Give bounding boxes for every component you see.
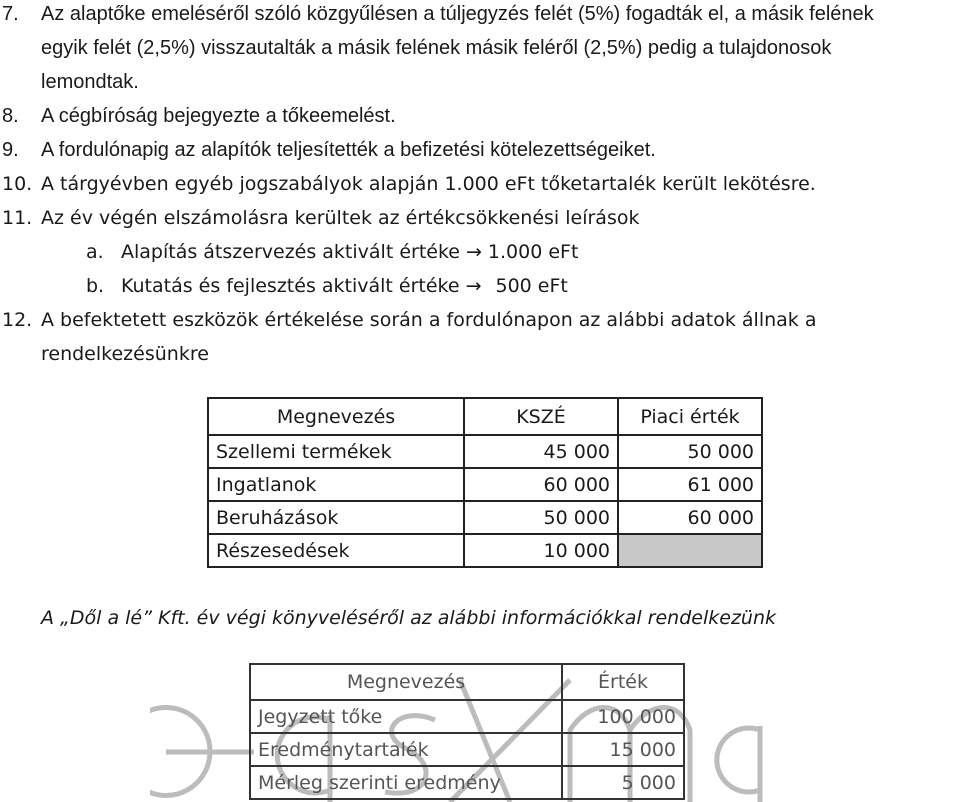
cell-name: Ingatlanok bbox=[208, 468, 464, 501]
arrow-right-icon: → bbox=[465, 275, 482, 297]
item-8-text: A cégbíróság bejegyezte a tőkeemelést. bbox=[41, 105, 396, 127]
cell-market: 50 000 bbox=[618, 435, 762, 468]
cell-market-empty bbox=[618, 534, 762, 567]
table-header-row bbox=[208, 398, 762, 435]
cell-kszé: 10 000 bbox=[464, 534, 618, 567]
item-number-7: 7. bbox=[2, 3, 19, 25]
cell-name: Jegyzett tőke bbox=[250, 700, 562, 733]
item-10-text: A tárgyévben egyéb jogszabályok alapján 1.000 eFt tőketartalék került lekötésre. bbox=[41, 173, 816, 195]
table-header-row bbox=[250, 664, 684, 700]
item-7-line-2: egyik felét (2,5%) visszautalták a másik felének másik feléről (2,5%) pedig a tulajdonosok bbox=[41, 37, 832, 59]
subitem-a-value: 1.000 eFt bbox=[487, 241, 579, 263]
item-number-11: 11. bbox=[2, 207, 33, 229]
cell-market: 61 000 bbox=[618, 468, 762, 501]
subitem-b-text: Kutatás és fejlesztés aktivált értéke bbox=[121, 275, 460, 297]
header-value: Érték bbox=[562, 664, 684, 700]
table-row bbox=[250, 733, 684, 766]
cell-name: Mérleg szerinti eredmény bbox=[250, 766, 562, 799]
table-row bbox=[250, 700, 684, 733]
table-row bbox=[250, 766, 684, 799]
item-7-line-3: lemondtak. bbox=[41, 71, 139, 93]
table-row bbox=[208, 534, 762, 567]
subitem-a-letter: a. bbox=[86, 241, 104, 263]
header-name: Megnevezés bbox=[250, 664, 562, 700]
table-row bbox=[208, 468, 762, 501]
item-number-8: 8. bbox=[2, 105, 19, 127]
arrow-right-icon: → bbox=[465, 241, 482, 263]
cell-kszé: 45 000 bbox=[464, 435, 618, 468]
cell-value: 15 000 bbox=[562, 733, 684, 766]
cell-value: 5 000 bbox=[562, 766, 684, 799]
asset-valuation-table bbox=[207, 397, 763, 568]
table-row bbox=[208, 501, 762, 534]
header-name: Megnevezés bbox=[208, 398, 464, 435]
subitem-a-text: Alapítás átszervezés aktivált értéke bbox=[121, 241, 460, 263]
subitem-b bbox=[121, 274, 568, 298]
cell-kszé: 50 000 bbox=[464, 501, 618, 534]
cell-name: Szellemi termékek bbox=[208, 435, 464, 468]
item-12-line-2: rendelkezésünkre bbox=[41, 343, 209, 365]
item-number-10: 10. bbox=[2, 173, 33, 195]
header-kszé: KSZÉ bbox=[464, 398, 618, 435]
subitem-b-letter: b. bbox=[86, 275, 105, 297]
item-11-text: Az év végén elszámolásra kerültek az értékcsökkenési leírások bbox=[41, 207, 640, 229]
cell-name: Részesedések bbox=[208, 534, 464, 567]
table-row bbox=[208, 435, 762, 468]
cell-name: Eredménytartalék bbox=[250, 733, 562, 766]
item-12-line-1: A befektetett eszközök értékelése során a fordulónapon az alábbi adatok állnak a bbox=[41, 309, 817, 331]
item-number-12: 12. bbox=[2, 309, 33, 331]
subitem-a bbox=[121, 240, 578, 264]
item-number-9: 9. bbox=[2, 139, 19, 161]
header-market-value: Piaci érték bbox=[618, 398, 762, 435]
cell-market: 60 000 bbox=[618, 501, 762, 534]
subitem-b-value: 500 eFt bbox=[495, 275, 568, 297]
cell-name: Beruházások bbox=[208, 501, 464, 534]
section-heading: A „Dől a lé” Kft. év végi könyveléséről az alábbi információkkal rendelkezünk bbox=[41, 607, 777, 629]
item-9-text: A fordulónapig az alapítók teljesítették a befizetési kötelezettségeiket. bbox=[41, 139, 656, 161]
item-7-line-1: Az alaptőke emeléséről szóló közgyűlésen a túljegyzés felét (5%) fogadták el, a másik felének bbox=[41, 3, 874, 25]
cell-kszé: 60 000 bbox=[464, 468, 618, 501]
cell-value: 100 000 bbox=[562, 700, 684, 733]
company-info-table bbox=[249, 663, 685, 800]
